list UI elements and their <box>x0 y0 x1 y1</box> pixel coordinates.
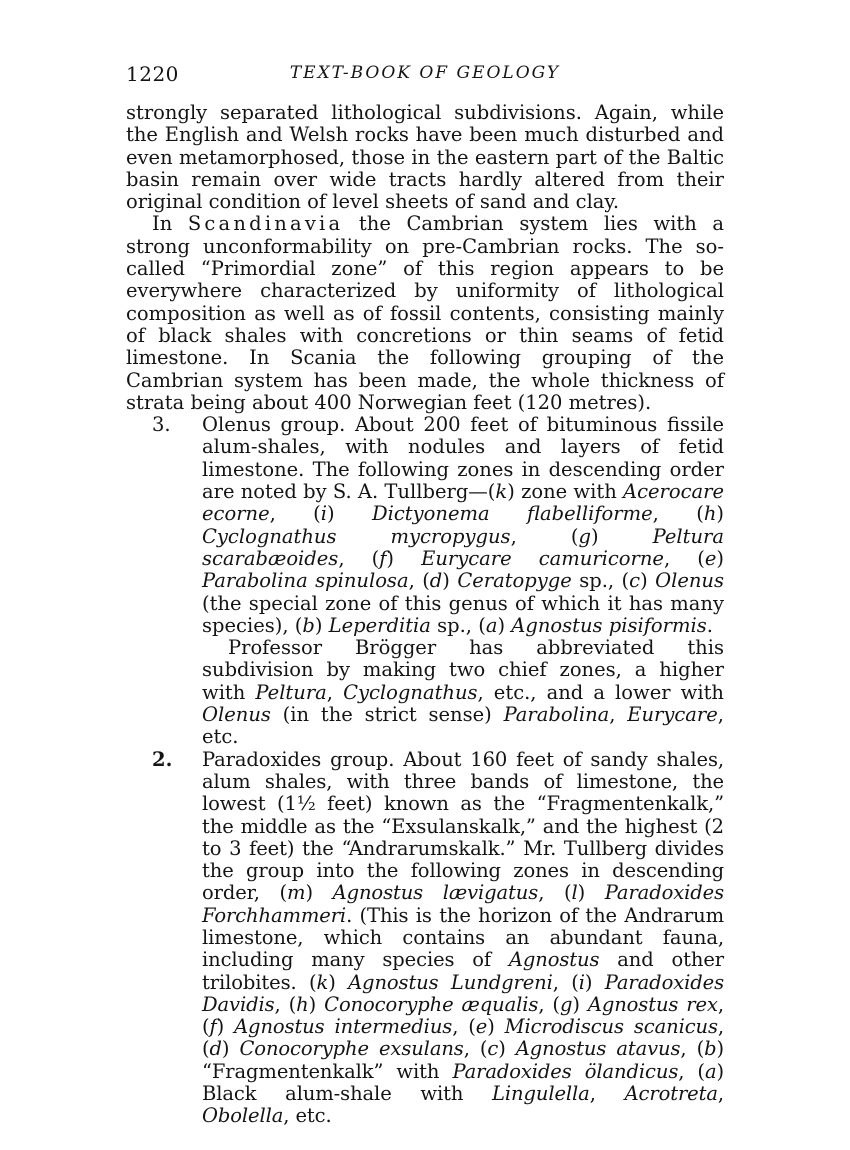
zone-letter: c <box>487 1037 499 1061</box>
zone-letter: a <box>485 613 498 637</box>
text-run: sp., ( <box>430 613 486 637</box>
text-run: , ( <box>269 502 321 526</box>
species-name: Parabolina <box>503 703 610 727</box>
species-name: Agnostus lævigatus <box>332 881 539 905</box>
species-name: Parabolina spinulosa <box>202 569 409 593</box>
zone-letter: g <box>578 524 591 548</box>
zone-letter: f <box>379 546 387 570</box>
text-run: (in the strict sense) <box>270 703 504 727</box>
text-run: , ( <box>510 524 579 548</box>
species-name: Olenus <box>655 569 724 593</box>
species-name: Paradoxides Davidis <box>202 970 724 1016</box>
species-name: Obolella <box>202 1104 284 1128</box>
text-run: ) <box>716 546 724 570</box>
text-run: ) “Fragmentenkalk” with <box>202 1037 724 1083</box>
text-run: , ( <box>663 546 705 570</box>
species-name: Acrotreta <box>624 1082 718 1106</box>
text-run: ) <box>314 613 329 637</box>
zone-letter: e <box>704 546 717 570</box>
species-name: Agnostus pisiformis <box>511 613 707 637</box>
species-name: Cyclognathus mycropygus <box>202 524 511 548</box>
species-name: Agnostus <box>508 948 600 972</box>
text-run: ) <box>216 1015 235 1039</box>
zone-letter: d <box>209 1037 222 1061</box>
zone-letter: h <box>296 992 309 1016</box>
text-run: Paradoxides group. About 160 feet of sandy shales, alum shales, with three bands of limestone, the lowest (1½ feet) known as the “Fragmentenkalk,” the middle as the “Exsulanskalk,” and the highest (2 to 3 feet) the “Andrarumskalk.” Mr. Tullberg divides the group into the following zones in descending order, ( <box>202 747 724 905</box>
zone-letter: g <box>559 992 573 1016</box>
text-run: ) <box>221 1037 240 1061</box>
zone-letter: f <box>209 1015 217 1039</box>
species-name: Peltura scarabæoides <box>202 524 724 570</box>
item-number: 3. <box>152 413 171 437</box>
zone-letter: m <box>287 881 306 905</box>
species-name: Cyclognathus <box>343 680 478 704</box>
zone-letter: l <box>571 881 578 905</box>
text-run: , ( <box>338 546 380 570</box>
species-name: Microdiscus scanicus <box>504 1015 718 1039</box>
page-body <box>126 102 724 1128</box>
species-name: Eurycare camuricorne <box>421 546 664 570</box>
brogger-paragraph <box>202 637 724 748</box>
species-name: Conocoryphe æqualis <box>324 992 539 1016</box>
species-name: Acerocare ecorne <box>202 480 724 526</box>
text-run: ) <box>386 546 422 570</box>
text-run: ) <box>442 569 458 593</box>
text-run: , ( <box>463 1037 488 1061</box>
zone-letter: i <box>320 502 328 526</box>
text-run: , <box>717 1082 724 1106</box>
text-run: ) <box>328 970 349 994</box>
text-run: ) <box>487 1015 505 1039</box>
text-run: ) <box>590 524 653 548</box>
text-run: ) <box>497 613 512 637</box>
species-name: Lingulella <box>492 1082 590 1106</box>
text-run: , ( <box>652 502 704 526</box>
species-name: Paradoxides Forchhammeri <box>202 881 724 927</box>
text-run: ) Black alum-shale with <box>202 1059 724 1106</box>
text-run: (the special zone of this genus of which it has many species), ( <box>202 591 724 637</box>
item-text <box>202 749 724 1128</box>
species-name: Agnostus Lundgreni <box>348 970 553 994</box>
text-run: , ( <box>678 1059 705 1083</box>
page-number: 1220 <box>126 62 179 86</box>
text-run: the Cambrian system lies with a strong unconformability on pre-Cambrian rocks. The so-called “Primordial zone” of this region appears to be everywhere characterized by uniformity of lithological composition as well as of fossil contents, consisting mainly of black shales with concretions or thin seams of fetid limestone. In Scania the following grouping of the Cambrian system has been made, the whole thickness of strata being about 400 Norwegian feet (120 metres). <box>126 212 724 414</box>
species-name: Eurycare <box>627 703 718 727</box>
text-run: ) <box>584 970 605 994</box>
text-run: sp., ( <box>571 569 630 593</box>
text-run: ) <box>327 502 373 526</box>
text-run: ) zone with <box>507 480 623 504</box>
species-name: Olenus <box>202 703 271 727</box>
text-run: . <box>706 613 713 637</box>
zone-letter: e <box>475 1015 488 1039</box>
item-number: 2. <box>152 747 173 771</box>
zone-letter: c <box>629 569 641 593</box>
text-run: . (This is the horizon of the Andrarum limestone, which contains an abundant fauna, including many species of <box>202 903 724 972</box>
species-name: Agnostus intermedius <box>234 1015 453 1039</box>
species-name: Leperditia <box>328 613 431 637</box>
text-run: In <box>152 212 188 236</box>
list-item-paradoxides-group <box>126 749 724 1128</box>
zone-letter: b <box>704 1037 717 1061</box>
list-item-olenus-group <box>126 414 724 748</box>
item-text <box>202 414 724 637</box>
text-run: ) <box>498 1037 516 1061</box>
running-title: TEXT-BOOK OF GEOLOGY <box>289 63 561 83</box>
text-run: , ( <box>552 970 579 994</box>
text-run: , <box>589 1082 625 1106</box>
text-run: , <box>609 703 628 727</box>
species-name: Conocoryphe exsulans <box>239 1037 464 1061</box>
zone-letter: b <box>302 613 315 637</box>
paragraph-continuation: strongly separated lithological subdivisions. Again, while the English and Welsh rocks have been much disturbed and even metamorphosed, those in the eastern part of the Baltic basin remain over wide tracts hardly altered from their original condition of level sheets of sand and clay. <box>126 101 724 214</box>
text-run: , etc. <box>283 1104 332 1128</box>
zone-letter: k <box>495 480 508 504</box>
text-run: ) <box>716 502 724 526</box>
zone-letter: k <box>316 970 329 994</box>
page-header <box>126 62 724 88</box>
text-run: ) <box>572 992 588 1016</box>
text-run: Olenus group. About 200 feet of bituminous fissile alum-shales, with nodules and layers of fetid limestone. The following zones in descending order are noted by S. A. Tullberg—( <box>202 413 724 504</box>
text-run: , ( <box>680 1037 705 1061</box>
species-name: Dictyonema flabelliforme <box>372 502 653 526</box>
text-run: , ( <box>452 1015 476 1039</box>
text-run: , <box>326 680 344 704</box>
text-run: , etc., and a lower with <box>477 680 724 704</box>
zone-letter: i <box>578 970 585 994</box>
text-run: ) <box>308 992 325 1016</box>
text-run: , ( <box>202 992 724 1039</box>
species-name: Peltura <box>255 680 327 704</box>
text-run: ) <box>577 881 605 905</box>
text-run: , ( <box>538 992 560 1016</box>
text-run: , ( <box>202 1015 724 1061</box>
text-run: , ( <box>408 569 430 593</box>
zone-letter: h <box>703 502 717 526</box>
spaced-place-name: Scandinavia <box>187 212 344 236</box>
text-run: ) <box>305 881 333 905</box>
text-run: and other trilobites. ( <box>202 948 724 994</box>
species-name: Agnostus atavus <box>515 1037 681 1061</box>
text-run: , etc. <box>202 703 724 749</box>
species-name: Ceratopyge <box>457 569 572 593</box>
text-run: ) <box>640 569 656 593</box>
zone-letter: d <box>429 569 443 593</box>
text-run: , ( <box>538 881 572 905</box>
paragraph-scandinavia <box>126 213 724 414</box>
species-name: Agnostus rex <box>587 992 718 1016</box>
zone-letter: a <box>704 1059 717 1083</box>
species-name: Paradoxides ölandicus <box>452 1059 679 1083</box>
text-run: , ( <box>274 992 297 1016</box>
text-run: Professor Brögger has abbreviated this subdivision by making two chief zones, a higher with <box>202 636 724 704</box>
